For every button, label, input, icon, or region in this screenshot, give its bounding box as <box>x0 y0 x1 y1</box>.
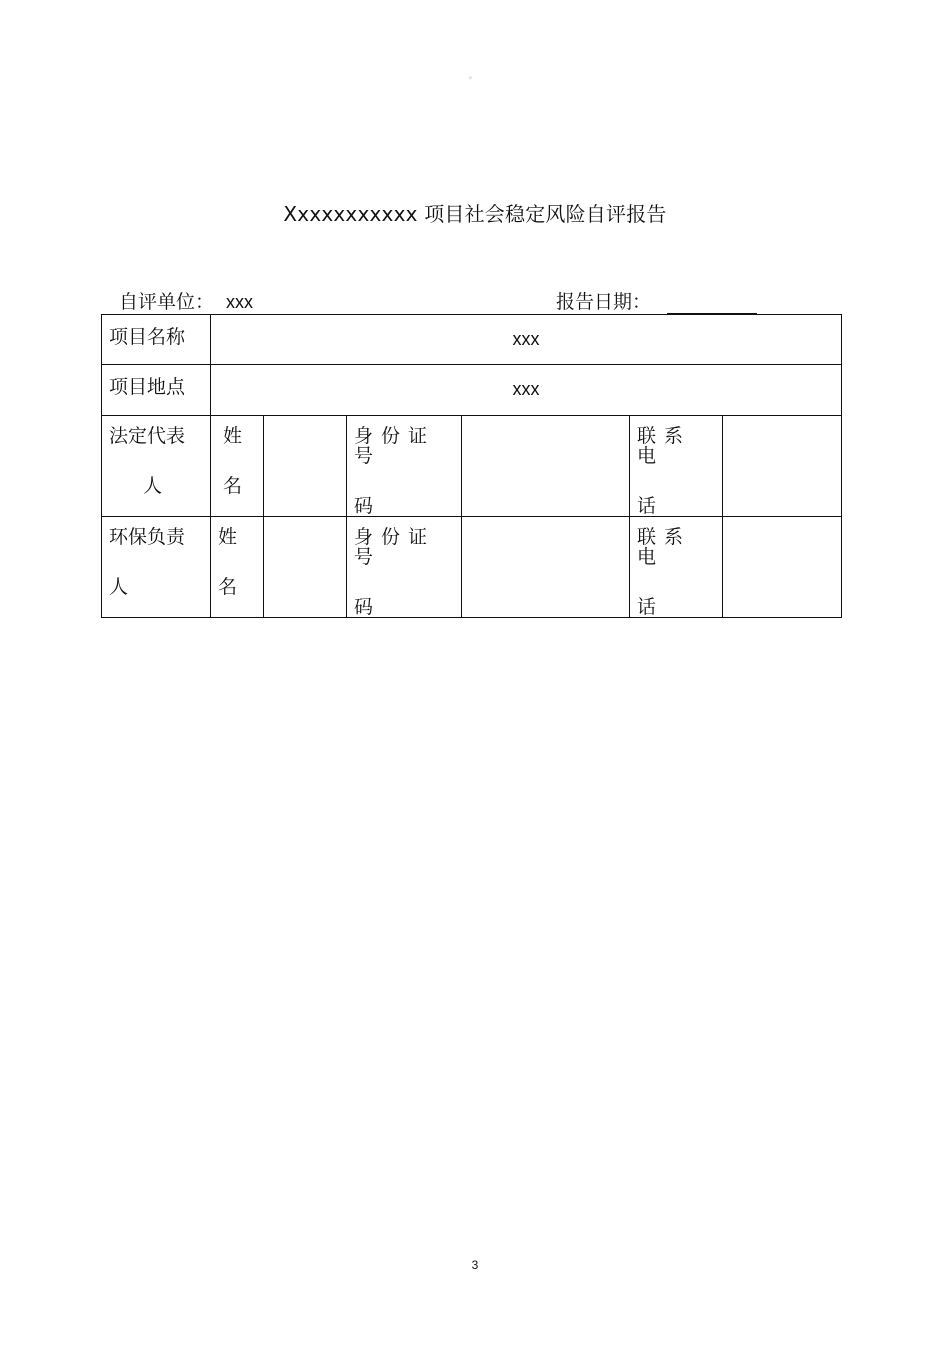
phone-label: 联系电 <box>637 425 692 467</box>
document-title: Xxxxxxxxxxx 项目社会稳定风险自评报告 <box>283 202 667 226</box>
name-label: 姓 <box>218 526 238 548</box>
name-value-cell[interactable] <box>264 517 347 618</box>
role-label: 环保负责 <box>109 526 186 548</box>
id-label-cont: 码 <box>354 495 374 517</box>
name-label-cell <box>211 416 264 517</box>
date-blank-line[interactable] <box>667 293 757 314</box>
id-value-cell[interactable] <box>462 517 630 618</box>
project-name-label-cell <box>102 315 211 365</box>
project-location-value-cell[interactable] <box>211 365 842 416</box>
id-label: 身份证号 <box>354 526 436 568</box>
role-label-cont: 人 <box>142 475 162 497</box>
date-label: 报告日期： <box>556 291 652 313</box>
id-label-cont: 码 <box>354 596 374 618</box>
self-evaluation-unit <box>119 287 253 314</box>
id-value-cell[interactable] <box>462 416 630 517</box>
page-number: 3 <box>471 1258 479 1272</box>
role-label: 法定代表 <box>109 425 186 447</box>
name-value-cell[interactable] <box>264 416 347 517</box>
table-row <box>102 416 842 517</box>
page-mark: 。 <box>469 71 477 80</box>
project-info-table <box>101 314 842 618</box>
phone-value-cell[interactable] <box>723 416 842 517</box>
table-row <box>102 315 842 365</box>
project-location-value: xxx <box>512 379 540 399</box>
id-label: 身份证号 <box>354 425 436 467</box>
role-label-cell <box>102 517 211 618</box>
name-label-cont: 名 <box>218 576 238 598</box>
unit-value: xxx <box>226 292 254 312</box>
name-label-cell <box>211 517 264 618</box>
phone-label-cell <box>630 517 723 618</box>
unit-label: 自评单位： <box>119 291 215 313</box>
name-label: 姓 <box>223 425 243 447</box>
role-label-cell <box>102 416 211 517</box>
phone-label-cont: 话 <box>637 596 657 618</box>
phone-label-cont: 话 <box>637 495 657 517</box>
report-date <box>556 287 757 314</box>
name-label-cont: 名 <box>223 475 243 497</box>
project-location-label-cell <box>102 365 211 416</box>
id-label-cell <box>347 416 462 517</box>
project-location-label: 项目地点 <box>109 376 186 398</box>
project-name-value-cell[interactable] <box>211 315 842 365</box>
phone-label: 联系电 <box>637 526 692 568</box>
table-row <box>102 517 842 618</box>
phone-label-cell <box>630 416 723 517</box>
project-name-value: xxx <box>512 329 540 349</box>
project-name-label: 项目名称 <box>109 326 186 348</box>
role-label-cont: 人 <box>109 576 129 598</box>
phone-value-cell[interactable] <box>723 517 842 618</box>
table-row <box>102 365 842 416</box>
id-label-cell <box>347 517 462 618</box>
